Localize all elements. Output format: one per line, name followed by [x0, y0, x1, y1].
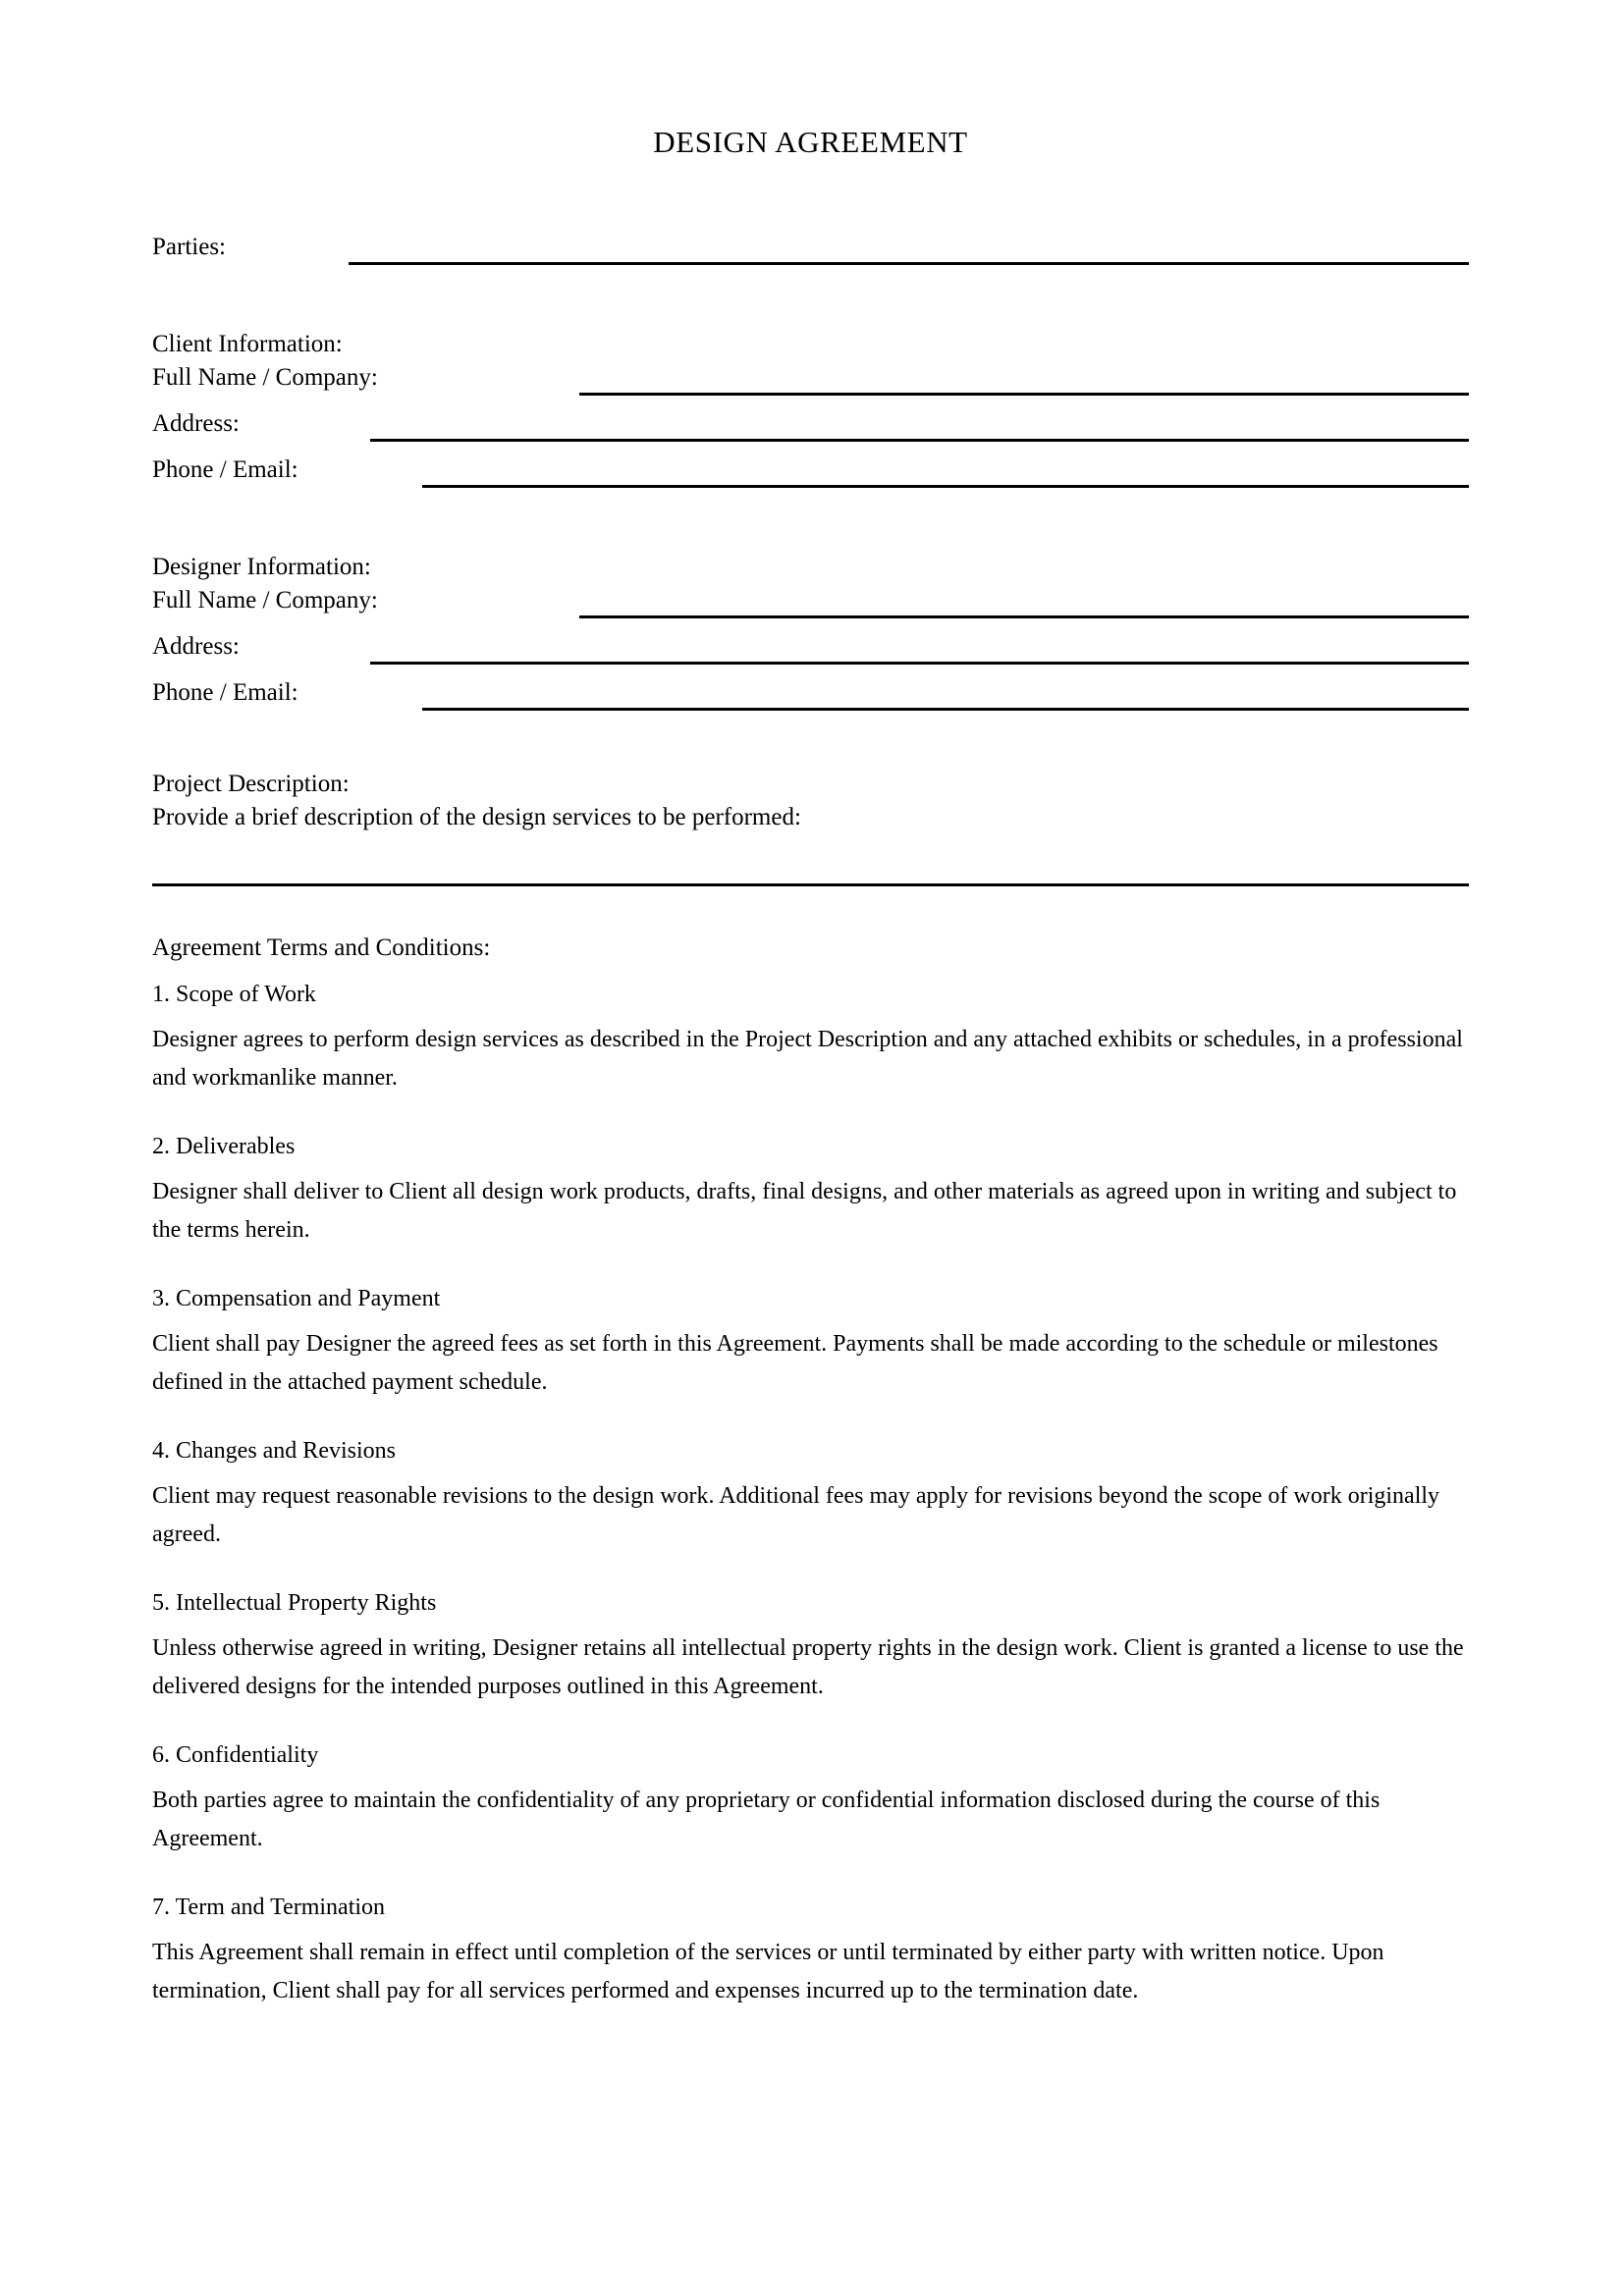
clause-body: Client shall pay Designer the agreed fees as set forth in this Agreement. Payments shall be made according to the schedule or milestones defined in the attached payment schedule.	[152, 1331, 1438, 1396]
designer-full-name-row	[152, 584, 1469, 630]
parties-field-row	[152, 231, 1469, 277]
clause-title: 6. Confidentiality	[152, 1742, 319, 1769]
client-phone-email-row	[152, 454, 1469, 500]
designer-address-fill-rule[interactable]	[370, 662, 1469, 665]
designer-information-heading: Designer Information:	[152, 554, 371, 581]
clause-body: Unless otherwise agreed in writing, Designer retains all intellectual property rights in the design work. Client is granted a license to use the delivered designs for the intended purposes outlined in this Agreement.	[152, 1635, 1464, 1700]
clause-term-and-termination	[152, 1891, 1469, 2010]
project-description-instruction: Provide a brief description of the design services to be performed:	[152, 804, 801, 831]
clause-changes-and-revisions	[152, 1434, 1469, 1554]
clause-title: 1. Scope of Work	[152, 982, 316, 1008]
clause-title: 4. Changes and Revisions	[152, 1438, 396, 1465]
clause-title: 7. Term and Termination	[152, 1895, 386, 1921]
designer-phone-email-fill-rule[interactable]	[422, 708, 1469, 711]
designer-phone-email-row	[152, 676, 1469, 722]
document-body	[152, 0, 1469, 2010]
client-full-name-label: Full Name / Company:	[152, 364, 378, 392]
clause-body: Designer agrees to perform design services as described in the Project Description and any attached exhibits or schedules, in a professional and workmanlike manner.	[152, 1027, 1463, 1092]
page-title: DESIGN AGREEMENT	[653, 125, 968, 159]
designer-phone-email-label: Phone / Email:	[152, 679, 298, 707]
clause-title: 5. Intellectual Property Rights	[152, 1590, 437, 1617]
terms-heading: Agreement Terms and Conditions:	[152, 934, 491, 962]
clause-title: 2. Deliverables	[152, 1134, 296, 1160]
spacer-before-designer	[152, 500, 1469, 551]
clause-body: Designer shall deliver to Client all design work products, drafts, final designs, and other materials as agreed upon in writing and subject to the terms herein.	[152, 1179, 1457, 1244]
client-address-fill-rule[interactable]	[370, 439, 1469, 442]
clause-title: 3. Compensation and Payment	[152, 1286, 441, 1312]
clause-compensation-and-payment	[152, 1282, 1469, 1402]
client-address-label: Address:	[152, 410, 240, 438]
clause-body: Both parties agree to maintain the confidentiality of any proprietary or confidential information disclosed during the course of this Agreement.	[152, 1788, 1380, 1852]
designer-full-name-label: Full Name / Company:	[152, 587, 378, 614]
spacer-after-title	[152, 160, 1469, 231]
parties-fill-rule[interactable]	[349, 262, 1469, 265]
designer-address-label: Address:	[152, 633, 240, 661]
client-information-heading: Client Information:	[152, 331, 343, 358]
clause-intellectual-property-rights	[152, 1586, 1469, 1706]
client-phone-email-fill-rule[interactable]	[422, 485, 1469, 488]
client-full-name-fill-rule[interactable]	[579, 393, 1469, 396]
spacer-before-client	[152, 277, 1469, 328]
spacer-before-terms	[152, 886, 1469, 932]
parties-label: Parties:	[152, 234, 226, 261]
clause-deliverables	[152, 1130, 1469, 1250]
client-full-name-row	[152, 361, 1469, 407]
clause-body: This Agreement shall remain in effect until completion of the services or until terminated by either party with written notice. Upon termination, Client shall pay for all services performed and expenses incurred up to the termination date.	[152, 1940, 1384, 2004]
clause-body: Client may request reasonable revisions to the design work. Additional fees may apply for revisions beyond the scope of work originally agreed.	[152, 1483, 1440, 1548]
designer-address-row	[152, 630, 1469, 676]
project-description-heading: Project Description:	[152, 771, 350, 798]
clause-confidentiality	[152, 1738, 1469, 1858]
clause-scope-of-work	[152, 978, 1469, 1097]
designer-full-name-fill-rule[interactable]	[579, 615, 1469, 618]
client-address-row	[152, 407, 1469, 454]
client-phone-email-label: Phone / Email:	[152, 456, 298, 484]
spacer-before-description	[152, 722, 1469, 768]
